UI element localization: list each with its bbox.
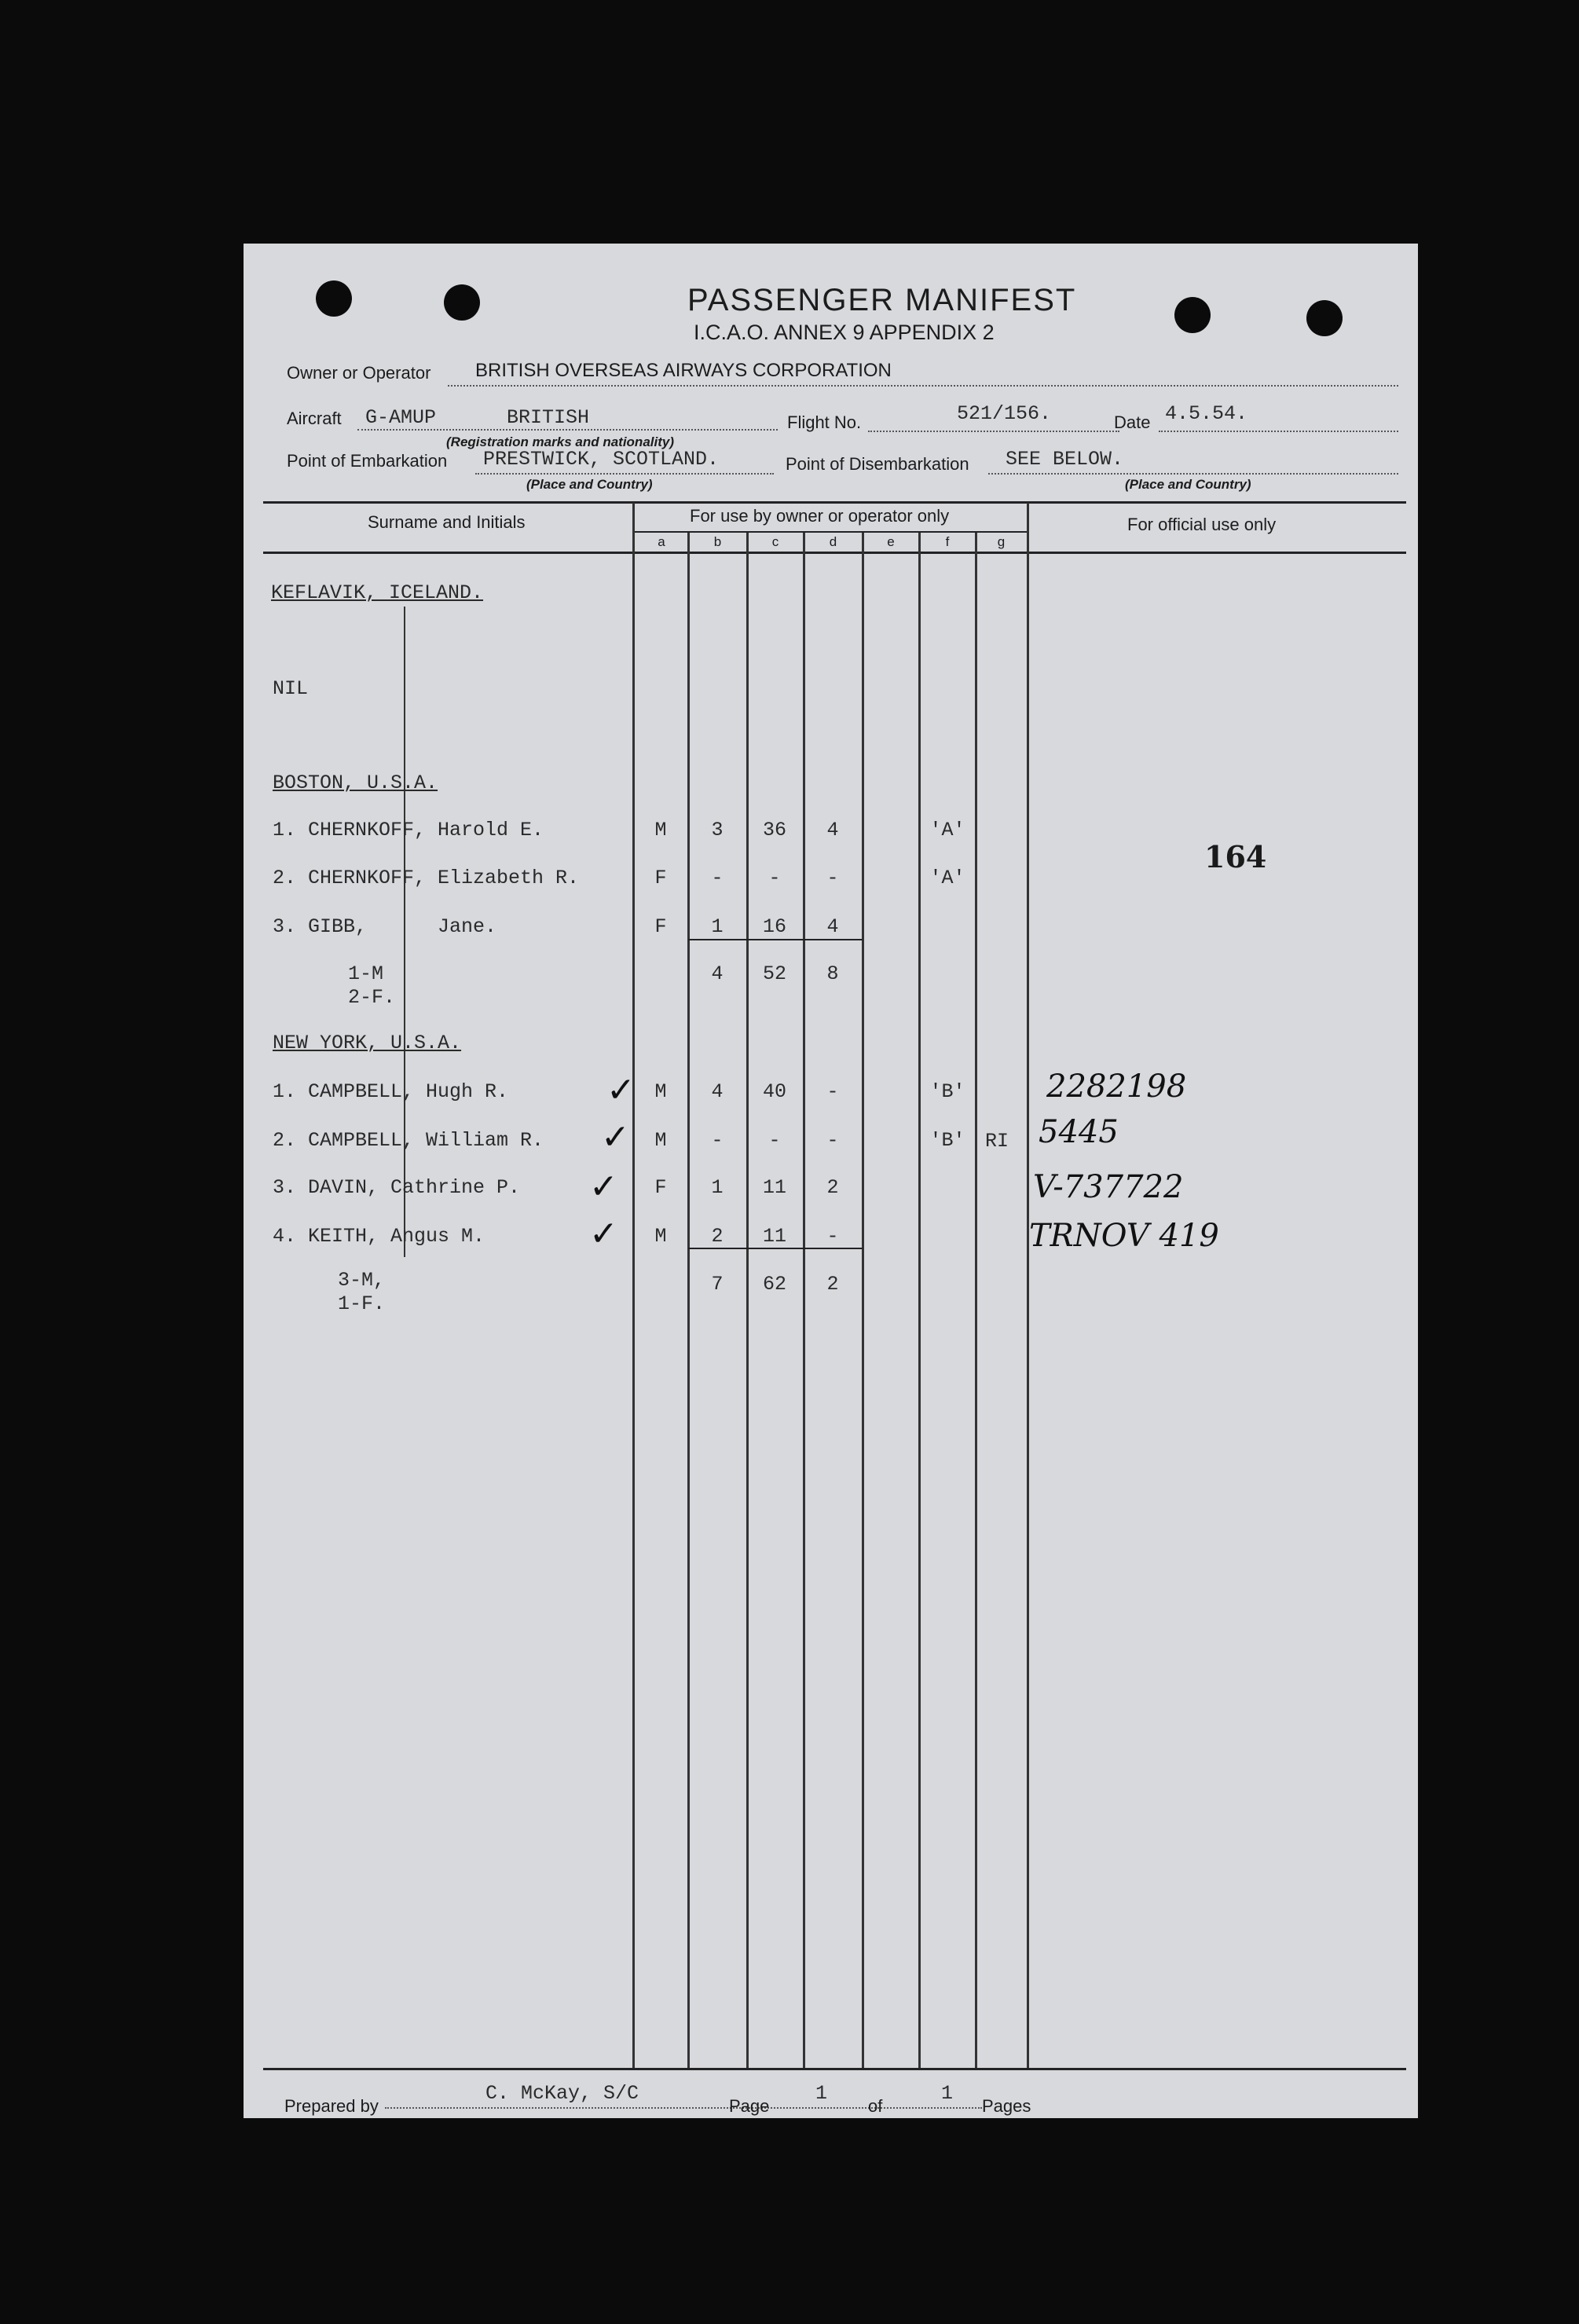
column-divider [632,503,635,2068]
subtotal-b: 7 [711,1273,724,1296]
new-york-male-count: 3-M, [338,1269,386,1292]
cell-f: 'A' [929,867,965,889]
passenger-name: 4. KEITH, Angus M. [273,1225,485,1248]
subtotal-d: 2 [826,1273,839,1296]
subtotal-c: 52 [762,962,786,985]
column-divider [1027,503,1029,2068]
surname-column-header: Surname and Initials [368,512,526,532]
cell-b: 4 [711,1080,724,1103]
official-entry: 2282198 [1046,1069,1187,1105]
subtotal-rule [688,939,863,940]
cell-sex: M [654,1225,667,1248]
cell-c: - [768,1129,781,1152]
disembarkation-value: SEE BELOW. [1006,448,1124,471]
page-number: 1 [815,2082,828,2105]
header-rule [263,552,1406,554]
new-york-female-count: 1-F. [338,1292,386,1315]
registration-note: (Registration marks and nationality) [446,434,674,449]
owner-use-header: For use by owner or operator only [690,506,950,526]
boston-female-count: 2-F. [348,986,396,1009]
check-mark: ✓ [601,1117,630,1157]
table-top-rule [263,501,1406,504]
cell-d: - [826,867,839,889]
official-stamp-number: 164 [1204,839,1267,874]
punch-hole [444,284,480,321]
cell-f: 'B' [929,1129,965,1152]
place-note-disembarkation: (Place and Country) [1125,477,1251,492]
passenger-name: 3. GIBB, Jane. [273,915,497,938]
punch-hole [1306,300,1343,336]
subtotal-d: 8 [826,962,839,985]
cell-sex: F [654,1176,667,1199]
official-use-header: For official use only [1127,515,1277,534]
official-entry: TRNOV 419 [1029,1218,1219,1254]
page-title: PASSENGER MANIFEST [687,283,1077,317]
subtotal-c: 62 [762,1273,786,1296]
passenger-name: 2. CHERNKOFF, Elizabeth R. [273,867,580,889]
flight-label: Flight No. [787,412,862,432]
boston-male-count: 1-M [348,962,384,985]
keflavik-nil: NIL [273,677,309,700]
table-bottom-rule [263,2068,1406,2070]
cell-b: 1 [711,915,724,938]
cell-sex: M [654,1080,667,1103]
cell-c: 16 [762,915,786,938]
column-divider [687,533,690,2068]
col-e-header: e [887,534,895,549]
cell-c: 11 [762,1225,786,1248]
page-label: Page [729,2096,770,2116]
section-keflavik: KEFLAVIK, ICELAND. [271,581,484,604]
flight-number: 521/156. [957,402,1052,425]
cell-b: - [711,867,724,889]
embarkation-value: PRESTWICK, SCOTLAND. [483,448,720,471]
check-mark: ✓ [589,1214,618,1254]
cell-b: 1 [711,1176,724,1199]
cell-d: 2 [826,1176,839,1199]
column-divider [803,533,805,2068]
official-entry: 5445 [1039,1114,1119,1150]
section-new-york: NEW YORK, U.S.A. [273,1032,462,1054]
col-d-header: d [829,534,837,549]
col-g-header: g [997,534,1006,549]
col-f-header: f [945,534,950,549]
cell-sex: F [654,867,667,889]
cell-d: 4 [826,915,839,938]
cell-d: - [826,1225,839,1248]
cell-c: 40 [762,1080,786,1103]
cell-d: - [826,1129,839,1152]
cell-b: 2 [711,1225,724,1248]
place-note-embarkation: (Place and Country) [526,477,653,492]
aircraft-nationality: BRITISH [507,406,590,429]
disembarkation-label: Point of Disembarkation [786,454,969,474]
page-subtitle: I.C.A.O. ANNEX 9 APPENDIX 2 [694,321,995,344]
pages-label: Pages [982,2096,1031,2116]
cell-c: 11 [762,1176,786,1199]
aircraft-label: Aircraft [287,409,342,428]
total-pages: 1 [941,2082,954,2105]
prepared-by-label: Prepared by [284,2096,379,2116]
manifest-sheet [244,244,1418,2118]
punch-hole [1174,297,1211,333]
column-divider [862,533,864,2068]
cell-b: - [711,1129,724,1152]
passenger-name: 1. CAMPBELL, Hugh R. [273,1080,509,1103]
cell-b: 3 [711,819,724,841]
prepared-by-value: C. McKay, S/C [485,2082,639,2105]
col-c-header: c [771,534,779,549]
column-divider [975,533,977,2068]
column-divider [746,533,749,2068]
passenger-name: 2. CAMPBELL, William R. [273,1129,544,1152]
cell-c: 36 [762,819,786,841]
col-a-header: a [658,534,665,549]
section-boston: BOSTON, U.S.A. [273,772,438,794]
embarkation-label: Point of Embarkation [287,451,448,471]
official-entry: V-737722 [1033,1169,1184,1205]
date-value: 4.5.54. [1165,402,1248,425]
date-label: Date [1114,412,1151,432]
aircraft-registration: G-AMUP [365,406,437,429]
col-b-header: b [713,534,722,549]
passenger-name: 3. DAVIN, Cathrine P. [273,1176,521,1199]
passenger-name: 1. CHERNKOFF, Harold E. [273,819,544,841]
punch-hole [316,280,352,317]
ri-annotation: RI [985,1130,1009,1153]
check-mark: ✓ [589,1167,618,1207]
cell-c: - [768,867,781,889]
cell-d: - [826,1080,839,1103]
column-divider [918,533,921,2068]
cell-sex: M [654,819,667,841]
subtotal-b: 4 [711,962,724,985]
of-label: of [868,2096,883,2116]
owner-value: BRITISH OVERSEAS AIRWAYS CORPORATION [475,360,892,381]
cell-d: 4 [826,819,839,841]
cell-sex: F [654,915,667,938]
check-mark: ✓ [606,1070,636,1110]
cell-f: 'A' [929,819,965,841]
owner-label: Owner or Operator [287,363,431,383]
subtotal-rule [688,1248,863,1249]
cell-f: 'B' [929,1080,965,1103]
cell-sex: M [654,1129,667,1152]
